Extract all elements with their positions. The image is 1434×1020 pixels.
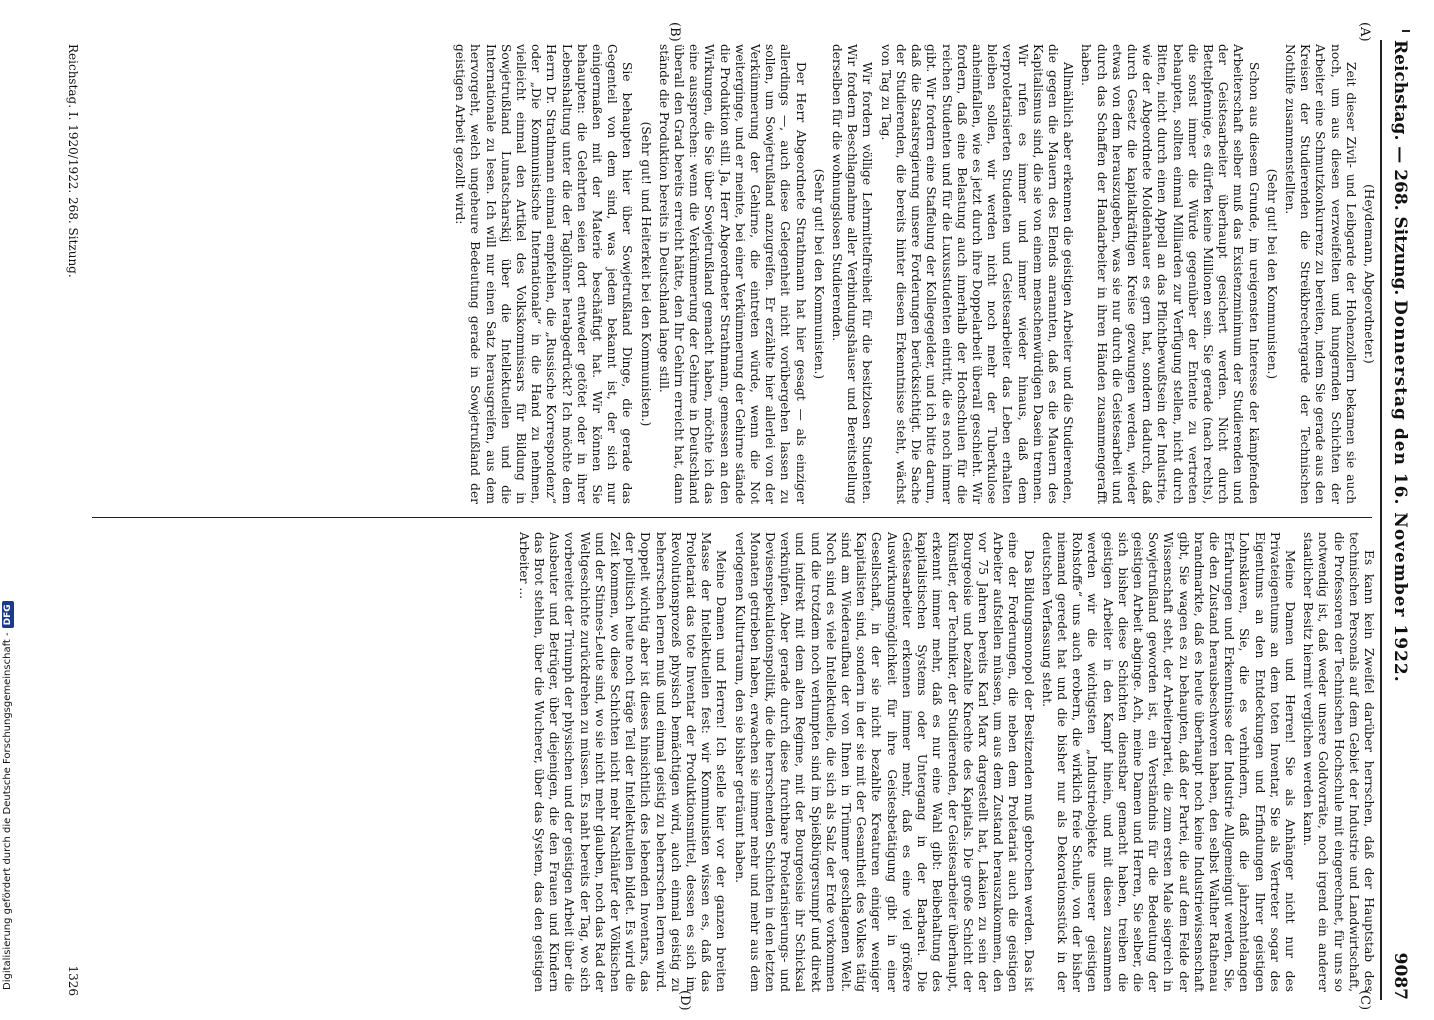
header-page-number: 9087: [1390, 952, 1410, 1000]
header-rule: [1380, 40, 1382, 1000]
header-session: Reichstag. — 268. Sitzung.: [1390, 40, 1410, 296]
footer-reference: Reichstag. I. 1920/1922. 268. Sitzung.: [66, 44, 80, 278]
dfg-logo-icon: DFG: [2, 601, 14, 628]
interjection: (Sehr gut! bei den Kommunisten.): [811, 168, 826, 380]
footer-signature: 1326: [66, 965, 80, 996]
paragraph: Sie behaupten hier über Sowjetrußland Dinge, die gerade das Gegenteil von dem sind, was jedem bekannt ist, der sich nur einigermaßen mit der Materie beschäftigt hat. Wir können Sie behaupten: die Gelehrten seien dort entweder getötet oder in ihrer Lebenshaltung unter die der Taglöhner herabgedrückt? Ich möchte dem Herrn Dr. Strathmann einmal empfehlen, die „Russische Korrespondenz“ oder „Die Kommunistische Internationale“ in die Hand zu nehmen, vielleicht einmal den Artikel des Volkskommissars für Bildung in Sowjetrußland Lunatscharskij über die Intellektuellen und die Internationale zu lesen. Ich will nur einen Satz herausgreifen, aus dem hervorgeht, welch ungeheure Bedeutung gerade in Sowjetrußland der geistigen Arbeit gezollt wird:: [453, 44, 635, 504]
paragraph: Schon aus diesem Grunde, im ureigensten Interesse der kämpfenden Arbeiterschaft selber muß das Existenzminimum der Studierenden und der Geistesarbeiter überhaupt gesichert werden. Nicht durch Bettelpfennige, es dürfen keine Millionen sein. Sie gerade (nach rechts), die sonst immer die Würde gegenüber der Entente zu vertreten behaupten, sollten einmal Milliarden zur Verfügung stellen, nicht durch Bitten, nicht durch einen Appell an das Pflichtbewußtsein der Industrie, wie der Abgeordnete Moldenhauer es gern hat, sondern dadurch, daß durch Gesetz die kapitalkräftigen Kreise gezwungen werden, wieder etwas von dem herauszugeben, was sie nur durch die Geistesarbeit und durch das Schaffen der Handarbeiter in ihren Händen zusammengerafft haben.: [1079, 44, 1261, 504]
page-header: [1384, 40, 1410, 1000]
digitization-credit: [2, 0, 22, 990]
left-column: [86, 44, 1376, 504]
paragraph: Allmählich aber erkennen die geistigen Arbeiter und die Studierenden, die gegen die Mauern des Elends anrannten, daß es die Mauern des Kapitalismus sind, die sie von einem menschenwürdigen Dasein trennen. Wir rufen es immer und immer wieder hinaus, daß dem verproletarisierten Studenten und Geistesarbeiter das Leben erhalten bleiben sollen, wir werden nicht noch mehr der Tuberkulose anheimfallen, wie es jetzt durch ihre Doppelarbeit überall geschieht. Wir fordern, daß eine Belastung auch innerhalb der Hochschulen für die reichen Studenten und für die Luxusstudenten eintritt, die es noch immer gibt. Wir fordern eine Staffelung der Kollegegelder, und ich bitte darum, daß die Staatsregierung unsere Forderungen berücksichtigt. Die Sache der Studierenden, die bereits hinter diesem Erkenntnisse steht, wächst von Tag zu Tag.: [878, 44, 1076, 504]
document-page: [32, 20, 1412, 1020]
margin-marker-a: (A): [1357, 22, 1372, 42]
paragraph: Meine Damen und Herren! Ich stelle hier vor der ganzen breiten Masse der Intellektuellen fest: wir Kommunisten wissen es, daß das Proletariat das tote Inventar der Produktionsmittel, dessen es sich im Revolutionsprozeß physisch bemächtigen wird, auch einmal geistig zu beherrschen lernen muß und einmal geistig zu beherrschen lernen wird. Doppelt wichtig aber ist dieses hinsichtlich des lebenden Inventars, das der politisch heute noch träge Teil der Intellektuellen bildet. Es wird die Zeit kommen, wo diese Schichten nicht mehr Nachläufer der Völkischen und der Stinnes-Leute sind, wo sie nicht mehr glauben, noch das Rad der Weltgeschichte zurückdrehen zu müssen. Es naht bereits der Tag, wo sich vorbereitet der Triumph der physischen und der geistigen Arbeit über die Ausbeuter und Betrüger, über diejenigen, die den Frauen und Kindern das Brot stehlen, über die Wucherer, über das System, das den geistigen Arbeiter ...: [516, 532, 729, 992]
paragraph: Das Bildungsmonopol der Besitzenden muß gebrochen werden. Das ist eine der Forderungen, die neben dem Proletariat auch die geistigen Arbeiter aufstellen müssen, um aus dem Zustand herauszukommen, den vor 75 Jahren bereits Karl Marx dargestellt hat, Lakaien zu sein der Bourgeoisie und bezahlte Knechte des Kapitals. Die große Schicht der Künstler, der Techniker, der Studierenden, der Geistesarbeiter überhaupt, erkennt immer mehr, daß es nur eine Wahl gibt: Beibehaltung des kapitalistischen Systems oder Untergang in der Barbarei. Die Geistesarbeiter erkennen immer mehr, daß es eine viel größere Auswirkungsmöglichkeit für ihre Geistesbetätigung gibt in einer Gesellschaft, in der sie nicht bezahlte Kreaturen einiger weniger Kapitalisten sind, sondern in der sie mit der Gesamtheit des Volkes tätig sind am Wiederaufbau der von Ihnen in Trümmer geschlagenen Welt. Noch sind es viele Intellektuelle, die sich als Salz der Erde vorkommen und die trotzdem noch verlumpten sind im Spießbürgersumpf und direkt und indirekt mit dem alten Regime, mit der Bourgeoisie ihr Schicksal verknüpfen. Aber gerade durch diese furchtbare Proletarisierungs- und Devisenspekulationspolitik, die die herrschenden Schichten in den letzten Monaten getrieben haben, erwachen sie immer mehr und mehr aus dem verlogenen Kulturtraum, den sie bisher geträumt haben.: [732, 532, 1036, 992]
margin-marker-c: (C): [1357, 990, 1372, 1011]
margin-marker-b: (B): [667, 22, 682, 42]
credit-text: Digitalisierung gefördert durch die Deutsche Forschungsgemeinschaft -: [2, 632, 13, 990]
paragraph: Meine Damen und Herren! Sie als Anhänger nicht nur des Privateigentums an dem toten Inventar, Sie als Vertreter sogar des Eigentums an den Entdeckungen und Erfindungen Ihrer geistigen Lohnsklaven, Sie, die es verhindern, daß die jahrzehntelangen Erfahrungen und Erkenntnisse der Industrie Allgemeingut werden, Sie, die den Zustand herausbeschworen haben, den selbst Walther Rathenau brandmarkte, daß es heute überhaupt noch keine Industriewissenschaft gibt, Sie wagen es zu behaupten, daß der Partei, die auf dem Felde der Wissenschaft steht, der Arbeiterpartei, die zum ersten Male siegreich in Sowjetrußland geworden ist, ein Verständnis für die Bedeutung der geistigen Arbeit abginge. Ach, meine Damen und Herren, Sie selber, die sich bisher diese Schichten dienstbar gemacht haben, treiben die geistigen Arbeiter in den Kampf hinein, und mit diesen zusammen werden wir die wichtigsten „Industrieobjekte unserer geistigen Rohstoffe“ uns auch erobern, die wirklich freie Schule, von der bisher niemand geredet hat und die bisher nur als Dekorationsstück in der deutschen Verfassung steht.: [1039, 532, 1297, 992]
paragraph: Zeit dieser Zivil- und Leibgarde der Hohenzollern bekamen sie auch noch, um aus diesen verzweifelten und hungernden Schichten der Arbeiter eine Schmutzkonkurrenz zu bereiten, indem Sie gerade aus den Kreisen der Studierenden die Streikbrechergarde der Technischen Nothilfe zusammenstellten.: [1282, 44, 1358, 504]
column-divider: [92, 517, 1372, 518]
paragraph: Der Herr Abgeordnete Strathmann hat hier gesagt — als einziger allerdings —, auch diese Gelegenheit nicht vorübergehen lassen zu sollen, um Sowjetrußland anzugreifen. Er erzählte hier allerlei von der Verkümmerung der Gehirne, die eintreten würde, wenn die Not weiterginge, und er meinte, bei einer Verkümmerung der Gehirne stände die Produktion still. Ja, Herr Abgeordneter Strathmann, gemessen an den Wirkungen, die Sie über Sowjetrußland gemacht haben, möchte ich das eine aussprechen: wenn die Verkümmerung der Gehirne in Deutschland überall den Grad bereits erreicht hätte, den Ihr Gehirn erreicht hat, dann stände die Produktion bereits in Deutschland lange still.: [656, 44, 808, 504]
speaker-line: (Heydemann, Abgeordneter.): [1362, 184, 1376, 364]
quoted-paragraph: Es kann kein Zweifel darüber herrschen, daß der Hauptstab des technischen Personals auf dem Gebiet der Industrie und Landwirtschaft, die Professoren der Technischen Hochschule mit eingerechnet, für uns so notwendig ist, daß weder unsere Goldvorräte, noch irgend ein anderer staatlicher Besitz hiermit verglichen werden kann.: [1301, 532, 1376, 992]
interjection: (Sehr gut! bei den Kommunisten.): [1264, 168, 1279, 380]
margin-marker-d: (D): [677, 990, 692, 1011]
right-column: [86, 532, 1376, 992]
interjection: (Sehr gut! und Heiterkeit bei den Kommunisten.): [638, 121, 653, 427]
corner-mark: [1402, 30, 1410, 32]
header-date: Donnerstag den 16. November 1922.: [1390, 300, 1410, 683]
paragraph: Wir fordern völlige Lehrmittelfreiheit für die besitzlosen Studenten. Wir fordern Beschlagnahme aller Verbindungshäuser und Bereitstellung derselben für die wohnungslosen Studierenden.: [830, 44, 875, 504]
